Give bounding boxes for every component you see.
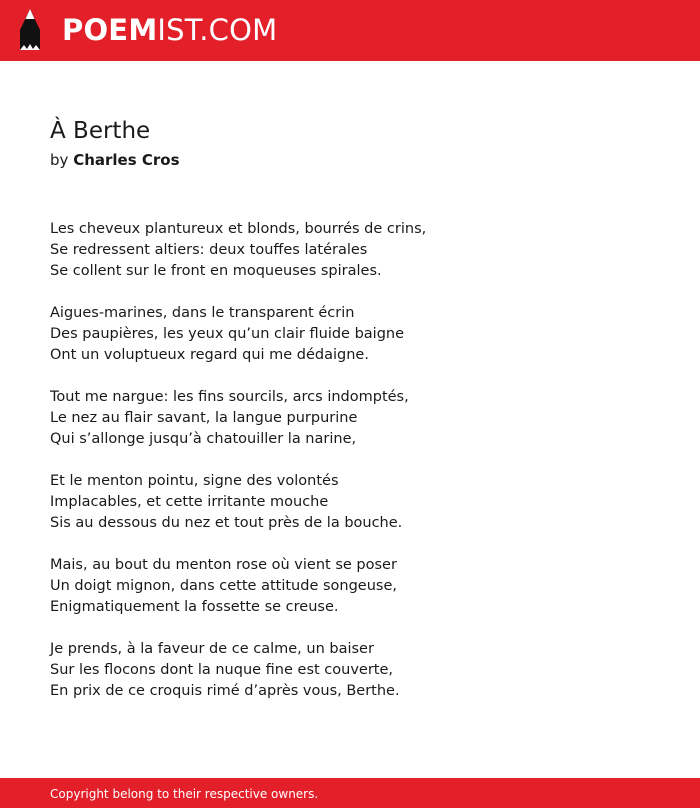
poem-title: À Berthe bbox=[50, 118, 151, 144]
site-header bbox=[0, 0, 700, 61]
poem-line: Les cheveux plantureux et blonds, bourrés de crins, bbox=[50, 221, 427, 237]
poem-line: Et le menton pointu, signe des volontés bbox=[50, 473, 339, 489]
poem-line: Je prends, à la faveur de ce calme, un baiser bbox=[50, 641, 374, 657]
poem-line: Sis au dessous du nez et tout près de la bouche. bbox=[50, 515, 403, 531]
stanza bbox=[50, 303, 426, 366]
logo-text-bold: POEM bbox=[62, 13, 158, 47]
poem-author: Charles Cros bbox=[73, 151, 180, 169]
site-footer bbox=[0, 778, 700, 808]
copyright-text: Copyright belong to their respective owners. bbox=[50, 787, 319, 801]
logo-text-light: IST.COM bbox=[157, 13, 278, 47]
poem-line: Implacables, et cette irritante mouche bbox=[50, 494, 329, 510]
stanza bbox=[50, 471, 426, 534]
poem-line: Des paupières, les yeux qu’un clair fluide baigne bbox=[50, 326, 405, 342]
poem-line: Le nez au flair savant, la langue purpurine bbox=[50, 410, 358, 426]
by-label: by bbox=[50, 151, 69, 169]
stanza bbox=[50, 387, 426, 450]
poem-line: Tout me nargue: les fins sourcils, arcs indomptés, bbox=[50, 389, 409, 405]
poem-body bbox=[50, 219, 426, 723]
poem-line: Sur les flocons dont la nuque fine est couverte, bbox=[50, 662, 394, 678]
poem-line: Aigues-marines, dans le transparent écrin bbox=[50, 305, 355, 321]
stanza bbox=[50, 639, 426, 702]
poem-line: Se redressent altiers: deux touffes latérales bbox=[50, 242, 368, 258]
site-logo[interactable] bbox=[62, 13, 277, 47]
poem-byline bbox=[50, 150, 180, 170]
pencil-tip-icon[interactable] bbox=[18, 8, 42, 52]
poem-line: Enigmatiquement la fossette se creuse. bbox=[50, 599, 339, 615]
poem-line: En prix de ce croquis rimé d’après vous, Berthe. bbox=[50, 683, 400, 699]
poem-line: Se collent sur le front en moqueuses spirales. bbox=[50, 263, 382, 279]
stanza bbox=[50, 555, 426, 618]
poem-line: Qui s’allonge jusqu’à chatouiller la narine, bbox=[50, 431, 357, 447]
poem-line: Ont un voluptueux regard qui me dédaigne. bbox=[50, 347, 369, 363]
poem-line: Un doigt mignon, dans cette attitude songeuse, bbox=[50, 578, 397, 594]
poem-line: Mais, au bout du menton rose où vient se poser bbox=[50, 557, 397, 573]
stanza bbox=[50, 219, 426, 282]
